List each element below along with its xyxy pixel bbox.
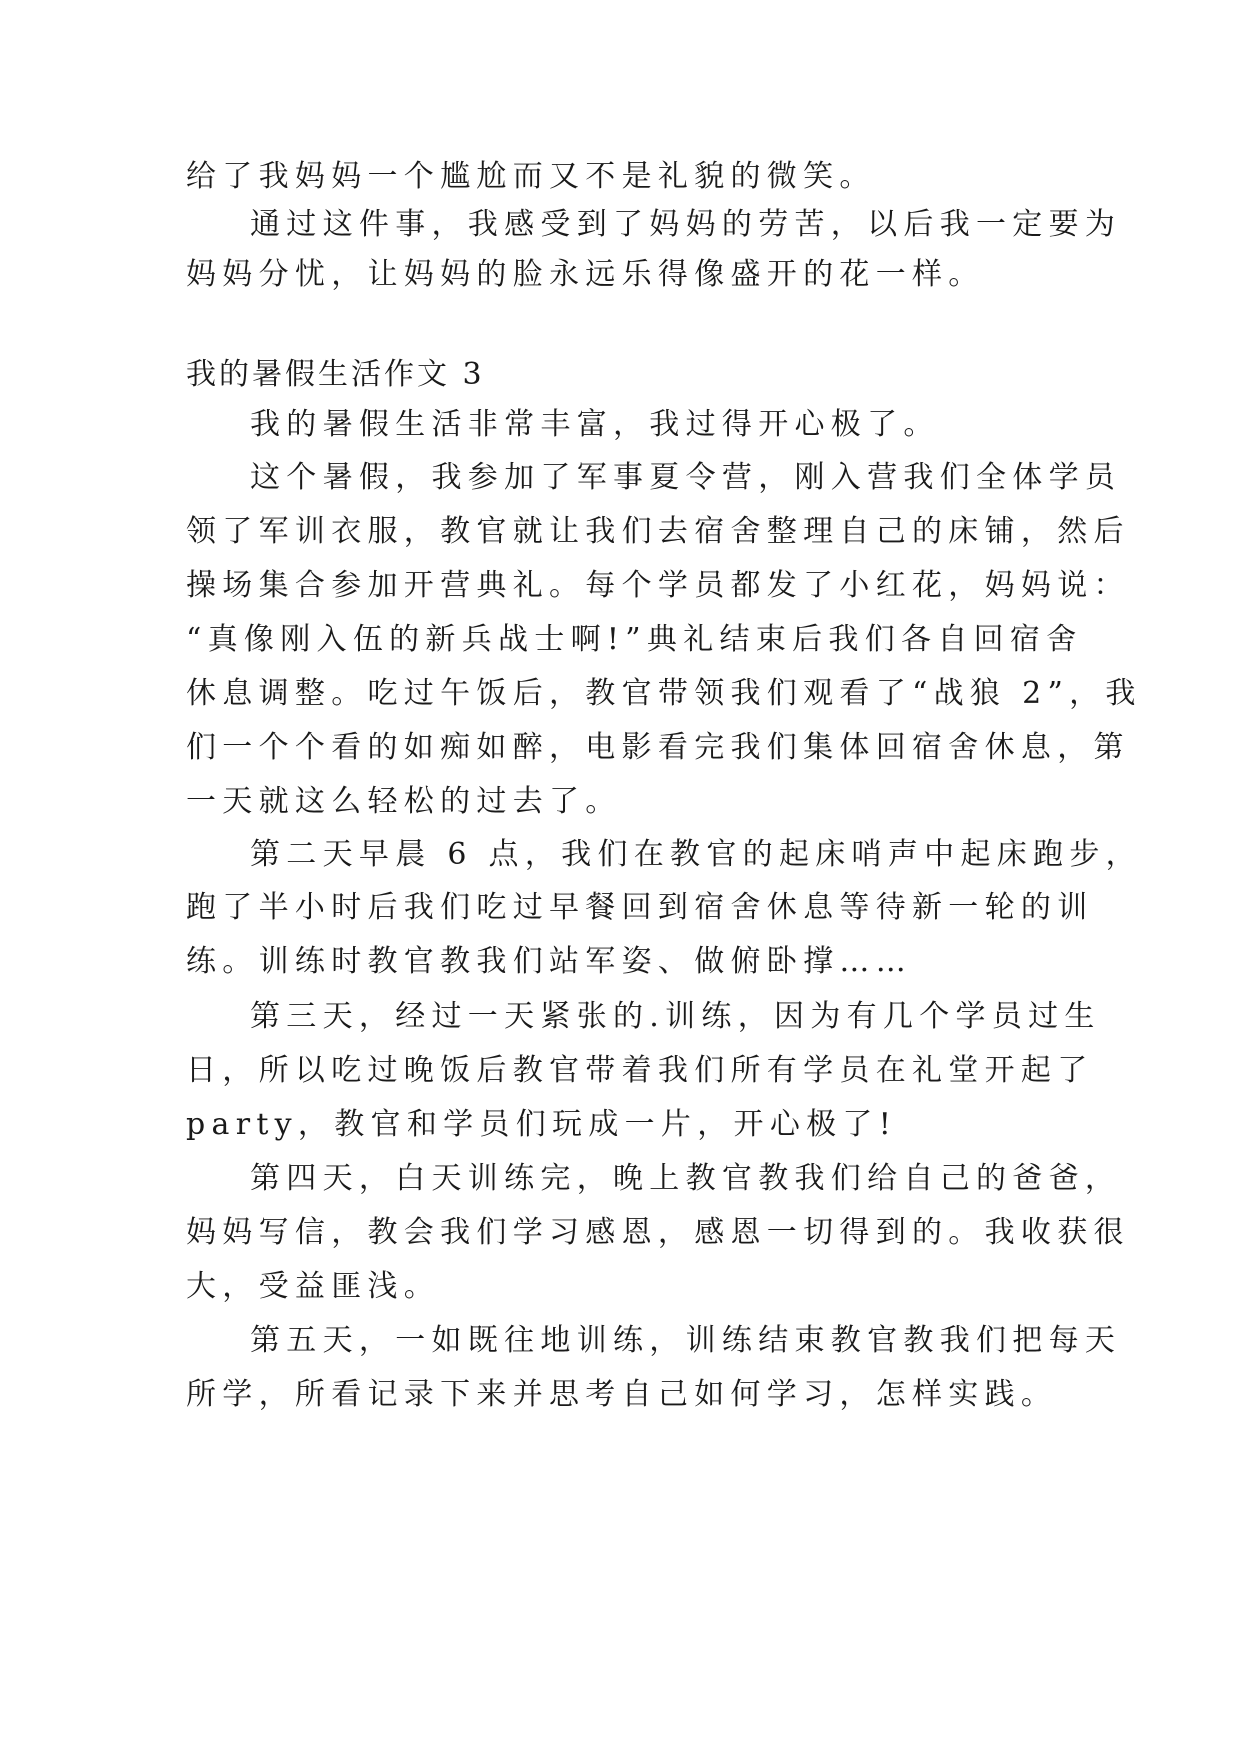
text-line: 大，受益匪浅。 bbox=[186, 1269, 441, 1304]
text-line: 们一个个看的如痴如醉，电影看完我们集体回宿舍休息，第 bbox=[186, 730, 1130, 765]
text-line: 日，所以吃过晚饭后教官带着我们所有学员在礼堂开起了 bbox=[186, 1053, 1094, 1088]
paragraph-start-line: 我的暑假生活非常丰富，我过得开心极了。 bbox=[250, 407, 940, 442]
paragraph-start-line: 这个暑假，我参加了军事夏令营，刚入营我们全体学员 bbox=[250, 460, 1122, 495]
text-line: 操场集合参加开营典礼。每个学员都发了小红花，妈妈说： bbox=[186, 568, 1130, 603]
paragraph-start-line: 第三天，经过一天紧张的.训练，因为有几个学员过生 bbox=[250, 999, 1101, 1034]
text-line: 休息调整。吃过午饭后，教官带领我们观看了“战狼 2”，我 bbox=[186, 676, 1142, 711]
section-heading: 我的暑假生活作文 3 bbox=[186, 357, 485, 392]
text-line: 一天就这么轻松的过去了。 bbox=[186, 784, 622, 819]
text-line: 所学，所看记录下来并思考自己如何学习，怎样实践。 bbox=[186, 1377, 1058, 1412]
paragraph-start-line: 第二天早晨 6 点，我们在教官的起床哨声中起床跑步， bbox=[250, 837, 1142, 872]
text-line: 领了军训衣服，教官就让我们去宿舍整理自己的床铺，然后 bbox=[186, 514, 1130, 549]
paragraph-start-line: 通过这件事，我感受到了妈妈的劳苦，以后我一定要为 bbox=[250, 207, 1122, 242]
text-line: 跑了半小时后我们吃过早餐回到宿舍休息等待新一轮的训 bbox=[186, 890, 1094, 925]
text-line: 练。训练时教官教我们站军姿、做俯卧撑…… bbox=[186, 944, 912, 979]
text-line: party，教官和学员们玩成一片，开心极了! bbox=[186, 1107, 898, 1142]
text-line: 妈妈写信，教会我们学习感恩，感恩一切得到的。我收获很 bbox=[186, 1215, 1130, 1250]
paragraph-start-line: 第五天，一如既往地训练，训练结束教官教我们把每天 bbox=[250, 1323, 1122, 1358]
text-line: 给了我妈妈一个尴尬而又不是礼貌的微笑。 bbox=[186, 159, 876, 194]
text-line: “真像刚入伍的新兵战士啊!”典礼结束后我们各自回宿舍 bbox=[186, 622, 1083, 657]
paragraph-start-line: 第四天，白天训练完，晚上教官教我们给自己的爸爸， bbox=[250, 1161, 1122, 1196]
text-line: 妈妈分忧，让妈妈的脸永远乐得像盛开的花一样。 bbox=[186, 257, 985, 292]
